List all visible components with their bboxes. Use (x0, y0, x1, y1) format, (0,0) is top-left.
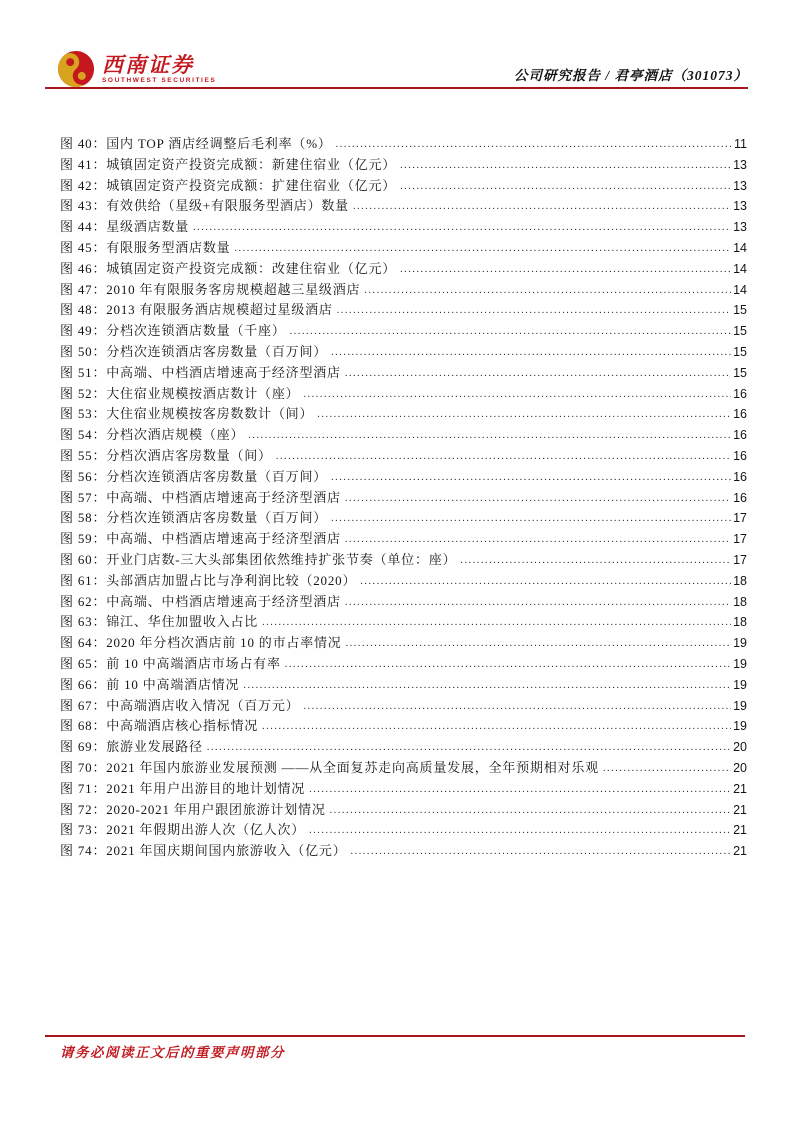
toc-entry[interactable] (60, 800, 747, 821)
toc-entry-label: 图 57：中高端、中档酒店增速高于经济型酒店 (60, 489, 341, 505)
toc-entry[interactable] (60, 217, 747, 238)
toc-entry-page: 15 (733, 344, 747, 359)
dot-leader (336, 135, 732, 156)
toc-entry[interactable] (60, 612, 747, 633)
toc-entry-page: 17 (733, 532, 747, 547)
toc-entry-label: 图 66：前 10 中高端酒店情况 (60, 676, 240, 692)
toc-entry-label: 图 58：分档次连锁酒店客房数量（百万间） (60, 510, 328, 526)
dot-leader (345, 489, 731, 510)
dot-leader (276, 447, 731, 468)
toc-entry-label: 图 47：2010 年有限服务客房规模超越三星级酒店 (60, 281, 361, 297)
footer-divider (45, 1035, 745, 1037)
toc-entry[interactable] (60, 820, 747, 841)
toc-entry-page: 13 (733, 199, 747, 214)
toc-entry-label: 图 65：前 10 中高端酒店市场占有率 (60, 655, 281, 671)
dot-leader (337, 301, 731, 322)
toc-entry-page: 16 (733, 448, 747, 463)
toc-entry[interactable] (60, 196, 747, 217)
toc-entry-page: 18 (733, 615, 747, 630)
dot-leader (309, 780, 731, 801)
brand-text (102, 54, 216, 84)
toc-entry[interactable] (60, 654, 747, 675)
toc-entry-label: 图 62：中高端、中档酒店增速高于经济型酒店 (60, 593, 341, 609)
toc-entry[interactable] (60, 300, 747, 321)
dot-leader (364, 281, 731, 302)
report-title: 公司研究报告 / 君亭酒店（301073） (513, 68, 748, 83)
toc-entry-label: 图 42：城镇固定资产投资完成额：扩建住宿业（亿元） (60, 177, 397, 193)
toc-entry-page: 21 (733, 802, 747, 817)
dot-leader (330, 801, 731, 822)
dot-leader (346, 634, 731, 655)
toc-entry[interactable] (60, 550, 747, 571)
toc-entry[interactable] (60, 571, 747, 592)
toc-entry-page: 16 (733, 428, 747, 443)
toc-entry[interactable] (60, 737, 747, 758)
toc-entry[interactable] (60, 342, 747, 363)
toc-entry-label: 图 40：国内 TOP 酒店经调整后毛利率（%） (60, 136, 332, 151)
toc-entry-label: 图 41：城镇固定资产投资完成额：新建住宿业（亿元） (60, 156, 397, 172)
toc-entry[interactable] (60, 529, 747, 550)
toc-entry-page: 16 (733, 469, 747, 484)
toc-entry-label: 图 70：2021 年国内旅游业发展预测 ——从全面复苏走向高质量发展，全年预期相对乐观 (60, 759, 599, 775)
toc-entry-page: 17 (733, 511, 747, 526)
toc-entry-label: 图 54：分档次酒店规模（座） (60, 427, 245, 443)
toc-entry-page: 15 (733, 365, 747, 380)
toc-entry-label: 图 46：城镇固定资产投资完成额：改建住宿业（亿元） (60, 260, 397, 276)
toc-entry[interactable] (60, 592, 747, 613)
toc-entry-page: 20 (733, 740, 747, 755)
toc-entry[interactable] (60, 675, 747, 696)
toc-entry-page: 19 (733, 636, 747, 651)
dot-leader (331, 468, 731, 489)
toc-entry-page: 11 (734, 137, 747, 151)
toc-entry-page: 19 (733, 698, 747, 713)
toc-entry-label: 图 49：分档次连锁酒店数量（千座） (60, 323, 286, 339)
dot-leader (345, 364, 731, 385)
toc-entry-page: 14 (733, 261, 747, 276)
dot-leader (303, 697, 731, 718)
toc-entry-page: 14 (733, 282, 747, 297)
dot-leader (331, 343, 731, 364)
toc-entry[interactable] (60, 467, 747, 488)
toc-entry-label: 图 67：中高端酒店收入情况（百万元） (60, 697, 300, 713)
dot-leader (400, 156, 731, 177)
toc-entry-label: 图 50：分档次连锁酒店客房数量（百万间） (60, 343, 328, 359)
toc-entry[interactable] (60, 779, 747, 800)
brand-swirl-icon (57, 50, 95, 88)
toc-entry[interactable] (60, 134, 747, 155)
toc-entry-label: 图 43：有效供给（星级+有限服务型酒店）数量 (60, 198, 349, 214)
toc-entry-page: 21 (733, 781, 747, 796)
dot-leader (207, 738, 731, 759)
toc-entry-page: 18 (733, 594, 747, 609)
toc-entry-label: 图 68：中高端酒店核心指标情况 (60, 718, 259, 734)
dot-leader (290, 322, 731, 343)
toc-entry-label: 图 73：2021 年假期出游人次（亿人次） (60, 822, 306, 838)
footer-disclaimer: 请务必阅读正文后的重要声明部分 (60, 1045, 285, 1060)
toc-entry-label: 图 69：旅游业发展路径 (60, 739, 203, 755)
toc-entry-page: 13 (733, 220, 747, 235)
dot-leader (243, 676, 731, 697)
toc-entry[interactable] (60, 758, 747, 779)
toc-entry-page: 13 (733, 157, 747, 172)
dot-leader (400, 177, 731, 198)
toc-entry-label: 图 53：大住宿业规模按客房数数计（间） (60, 406, 314, 422)
toc-entry-label: 图 52：大住宿业规模按酒店数计（座） (60, 385, 300, 401)
dot-leader (262, 717, 731, 738)
dot-leader (309, 821, 731, 842)
page-header (45, 46, 748, 88)
toc-entry[interactable] (60, 238, 747, 259)
toc-entry-label: 图 45：有限服务型酒店数量 (60, 239, 231, 255)
toc-entry-page: 19 (733, 656, 747, 671)
toc-entry-page: 16 (733, 490, 747, 505)
dot-leader (345, 593, 731, 614)
toc-entry-page: 17 (733, 552, 747, 567)
dot-leader (460, 551, 731, 572)
toc-entry-label: 图 59：中高端、中档酒店增速高于经济型酒店 (60, 531, 341, 547)
dot-leader (331, 509, 731, 530)
brand-name-en: SOUTHWEST SECURITIES (102, 77, 217, 85)
toc-entry-page: 19 (733, 719, 747, 734)
dot-leader (353, 197, 731, 218)
toc-entry-label: 图 61：头部酒店加盟占比与净利润比较（2020） (60, 572, 357, 588)
toc-entry-label: 图 55：分档次酒店客房数量（间） (60, 447, 272, 463)
toc-entry-page: 13 (733, 178, 747, 193)
dot-leader (193, 218, 731, 239)
toc-entry-page: 14 (733, 240, 747, 255)
brand-name-cn: 西南证券 (102, 52, 194, 77)
toc-entry-label: 图 60：开业门店数-三大头部集团依然维持扩张节奏（单位：座） (60, 551, 457, 567)
toc-entry[interactable] (60, 633, 747, 654)
toc-entry-page: 15 (733, 324, 747, 339)
toc-entry[interactable] (60, 259, 747, 280)
toc-entry-page: 15 (733, 303, 747, 318)
toc-entry-label: 图 48：2013 有限服务酒店规模超过星级酒店 (60, 302, 333, 318)
dot-leader (262, 613, 731, 634)
dot-leader (400, 260, 731, 281)
dot-leader (351, 842, 732, 863)
toc-entry[interactable] (60, 155, 747, 176)
toc-entry[interactable] (60, 280, 747, 301)
dot-leader (360, 572, 731, 593)
toc-entry[interactable] (60, 321, 747, 342)
toc-entry[interactable] (60, 176, 747, 197)
toc-entry[interactable] (60, 446, 747, 467)
dot-leader (234, 239, 731, 260)
toc-entry[interactable] (60, 841, 747, 862)
toc-entry-label: 图 44：星级酒店数量 (60, 219, 190, 235)
toc-entry-label: 图 71：2021 年用户出游目的地计划情况 (60, 780, 306, 796)
dot-leader (317, 405, 731, 426)
toc-entry-page: 18 (733, 573, 747, 588)
figure-toc-list (60, 134, 747, 862)
toc-entry[interactable] (60, 384, 747, 405)
toc-entry[interactable] (60, 363, 747, 384)
toc-entry-page: 19 (733, 677, 747, 692)
toc-entry-label: 图 74：2021 年国庆期间国内旅游收入（亿元） (60, 843, 347, 859)
toc-entry-label: 图 72：2020-2021 年用户跟团旅游计划情况 (60, 801, 326, 817)
toc-entry-page: 21 (733, 844, 747, 859)
toc-entry[interactable] (60, 716, 747, 737)
dot-leader (345, 530, 731, 551)
header-divider (45, 87, 748, 89)
dot-leader (285, 655, 731, 676)
toc-entry[interactable] (60, 508, 747, 529)
toc-entry-label: 图 63：锦江、华住加盟收入占比 (60, 614, 259, 630)
toc-entry-label: 图 56：分档次连锁酒店客房数量（百万间） (60, 468, 328, 484)
toc-entry-label: 图 51：中高端、中档酒店增速高于经济型酒店 (60, 364, 341, 380)
dot-leader (303, 385, 731, 406)
toc-entry-page: 16 (733, 407, 747, 422)
toc-entry-page: 20 (733, 760, 747, 775)
dot-leader (248, 426, 731, 447)
toc-entry-page: 21 (733, 823, 747, 838)
dot-leader (603, 759, 731, 780)
toc-entry[interactable] (60, 404, 747, 425)
toc-entry[interactable] (60, 488, 747, 509)
toc-entry[interactable] (60, 425, 747, 446)
toc-entry-page: 16 (733, 386, 747, 401)
toc-entry-label: 图 64：2020 年分档次酒店前 10 的市占率情况 (60, 635, 342, 651)
toc-entry[interactable] (60, 696, 747, 717)
brand-logo (57, 50, 216, 88)
